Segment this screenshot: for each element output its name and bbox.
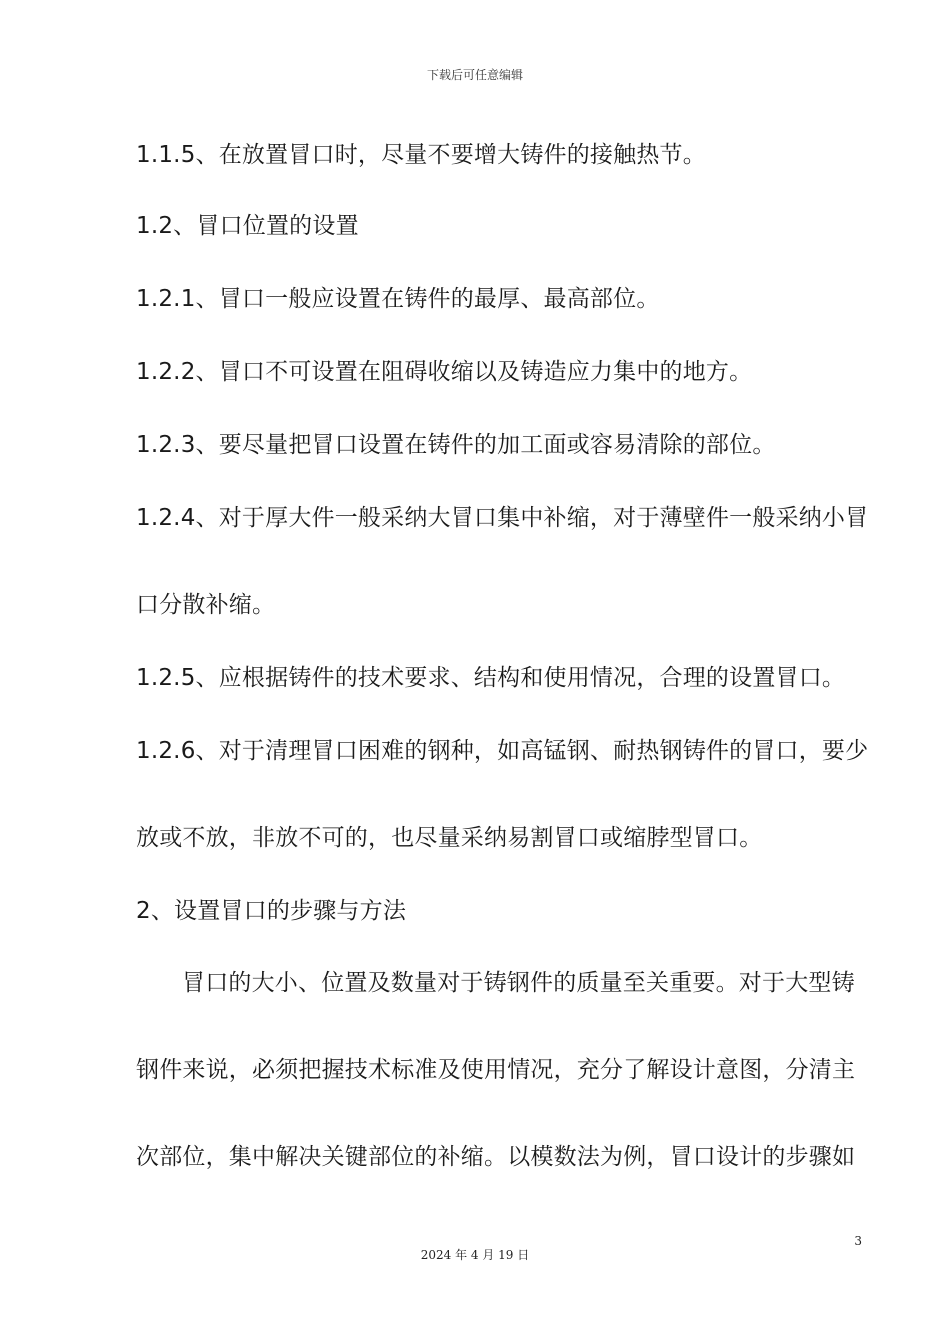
text-line-2: 1.2、冒口位置的设置 [136,213,359,239]
page-footer-date: 2024 年 4 月 19 日 [420,1248,530,1262]
text-line-4: 1.2.2、冒口不可设置在阻碍收缩以及铸造应力集中的地方。 [136,359,753,385]
text-line-12: 冒口的大小、位置及数量对于铸钢件的质量至关重要。对于大型铸 [182,970,855,996]
page-number: 3 [854,1234,862,1248]
text-line-13: 钢件来说，必须把握技术标准及使用情况，充分了解设计意图，分清主 [136,1057,856,1083]
text-line-8: 1.2.5、应根据铸件的技术要求、结构和使用情况，合理的设置冒口。 [136,665,846,691]
text-line-10: 放或不放，非放不可的，也尽量采纳易割冒口或缩脖型冒口。 [136,825,763,851]
text-line-14: 次部位，集中解决关键部位的补缩。以模数法为例，冒口设计的步骤如 [136,1144,856,1170]
text-line-6: 1.2.4、对于厚大件一般采纳大冒口集中补缩，对于薄壁件一般采纳小冒 [136,505,869,531]
text-line-7: 口分散补缩。 [136,592,276,618]
text-line-3: 1.2.1、冒口一般应设置在铸件的最厚、最高部位。 [136,286,660,312]
text-line-5: 1.2.3、要尽量把冒口设置在铸件的加工面或容易清除的部位。 [136,432,776,458]
section-heading: 2、设置冒口的步骤与方法 [136,898,407,924]
page-header: 下载后可任意编辑 [426,68,523,82]
text-line-9: 1.2.6、对于清理冒口困难的钢种，如高锰钢、耐热钢铸件的冒口，要少 [136,738,869,764]
text-line-1: 1.1.5、在放置冒口时，尽量不要增大铸件的接触热节。 [136,142,706,168]
